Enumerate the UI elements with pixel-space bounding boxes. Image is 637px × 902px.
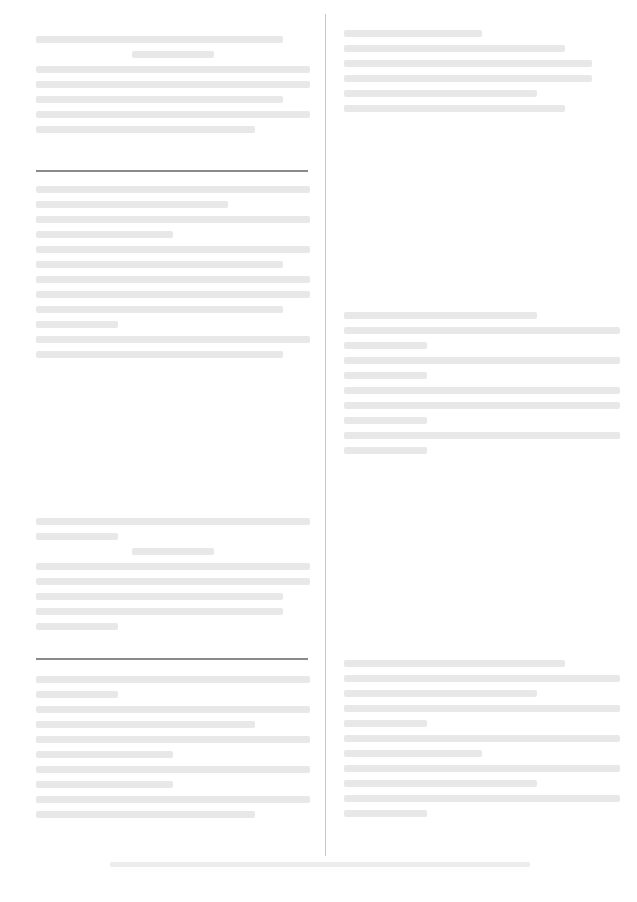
question-block	[344, 660, 620, 825]
choice[interactable]	[344, 60, 592, 67]
passage-text	[36, 563, 310, 570]
choice[interactable]	[344, 45, 565, 52]
choice[interactable]	[344, 675, 620, 682]
choice[interactable]	[36, 231, 173, 238]
choice[interactable]	[344, 750, 482, 757]
choice[interactable]	[344, 105, 565, 112]
question-stem	[36, 36, 283, 43]
question-stem	[36, 518, 310, 525]
choice[interactable]	[344, 810, 427, 817]
choice[interactable]	[36, 276, 310, 283]
choice[interactable]	[344, 372, 427, 379]
choice[interactable]	[344, 735, 620, 742]
choice[interactable]	[36, 261, 283, 268]
choice[interactable]	[344, 432, 620, 439]
question-block	[36, 518, 310, 638]
choice-list	[36, 186, 310, 366]
choice[interactable]	[344, 720, 427, 727]
choice[interactable]	[344, 780, 537, 787]
question-stem	[344, 660, 565, 667]
choice[interactable]	[36, 721, 255, 728]
choice[interactable]	[36, 216, 310, 223]
choice-list	[36, 676, 310, 826]
choice[interactable]	[36, 706, 310, 713]
passage-text	[36, 111, 310, 118]
choice[interactable]	[36, 811, 255, 818]
choice[interactable]	[344, 447, 427, 454]
choice[interactable]	[344, 705, 620, 712]
choice[interactable]	[36, 691, 118, 698]
passage-rule	[36, 658, 308, 660]
choice[interactable]	[36, 291, 310, 298]
choice[interactable]	[344, 690, 537, 697]
choice[interactable]	[36, 351, 283, 358]
choice[interactable]	[344, 402, 620, 409]
passage-marker	[132, 548, 214, 555]
choice[interactable]	[344, 342, 427, 349]
choice[interactable]	[36, 796, 310, 803]
choice[interactable]	[36, 246, 310, 253]
choice[interactable]	[36, 201, 228, 208]
choice[interactable]	[36, 751, 173, 758]
choice[interactable]	[344, 327, 620, 334]
passage-rule	[36, 170, 308, 172]
choice[interactable]	[344, 90, 537, 97]
choice[interactable]	[36, 186, 310, 193]
passage-text	[36, 66, 310, 73]
choice[interactable]	[344, 30, 482, 37]
question-stem	[344, 312, 537, 319]
choice[interactable]	[36, 321, 118, 328]
choice[interactable]	[36, 781, 173, 788]
passage-text	[36, 623, 118, 630]
choice[interactable]	[344, 357, 620, 364]
passage-text	[36, 81, 310, 88]
column-divider	[325, 14, 326, 856]
passage-marker	[132, 51, 214, 58]
passage-text	[36, 593, 283, 600]
question-block	[36, 36, 310, 141]
choice[interactable]	[344, 387, 620, 394]
choice[interactable]	[36, 736, 310, 743]
choice[interactable]	[344, 765, 620, 772]
footer-rule	[110, 862, 530, 867]
choice[interactable]	[36, 676, 310, 683]
passage-text	[36, 126, 255, 133]
choice[interactable]	[36, 336, 310, 343]
question-block	[344, 312, 620, 462]
choice[interactable]	[344, 75, 592, 82]
question-stem	[36, 533, 118, 540]
passage-text	[36, 608, 283, 615]
passage-text	[36, 96, 283, 103]
choice[interactable]	[344, 417, 427, 424]
choice[interactable]	[36, 306, 283, 313]
choice-list	[344, 30, 620, 120]
choice[interactable]	[36, 766, 310, 773]
passage-text	[36, 578, 310, 585]
choice[interactable]	[344, 795, 620, 802]
